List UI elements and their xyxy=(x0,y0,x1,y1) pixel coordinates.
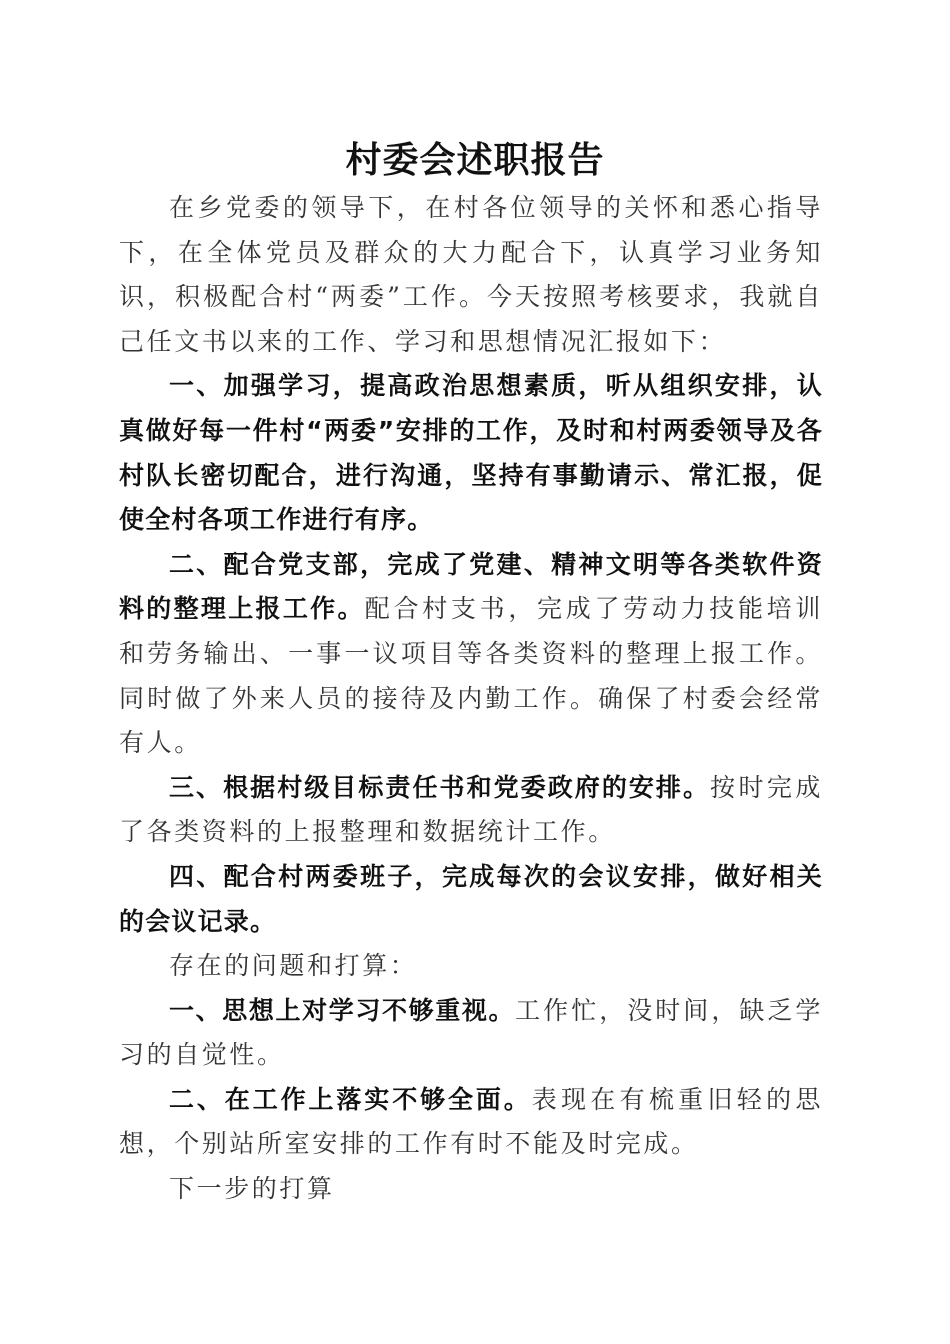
paragraph-text: 在乡党委的领导下，在村各位领导的关怀和悉心指导下，在全体党员及群众的大力配合下，认真学习业务知识，积极配合村“两委”工作。今天按照考核要求，我就自己任文书以来的工作、学习和思想情况汇报如下： xyxy=(119,193,823,356)
paragraph-problem-2 xyxy=(119,1078,823,1167)
paragraph-text: 下一步的打算 xyxy=(169,1174,335,1204)
paragraph-point-3 xyxy=(119,766,823,855)
paragraph-heading: 三、根据村级目标责任书和党委政府的安排。 xyxy=(169,772,711,802)
paragraph-intro xyxy=(119,186,823,364)
paragraph-text: 配合村支书，完成了劳动力技能培训和劳务输出、一事一议项目等各类资料的整理上报工作。同时做了外来人员的接待及内勤工作。确保了村委会经常有人。 xyxy=(119,594,823,758)
paragraph-heading: 二、配合党支部，完成了党建、精神文明等各类软件资料的整理上报工作。 xyxy=(119,549,823,624)
paragraph-text: 存在的问题和打算： xyxy=(169,951,418,981)
paragraph-heading: 二、在工作上落实不够全面。 xyxy=(169,1084,532,1114)
paragraph-next-steps xyxy=(119,1167,823,1212)
paragraph-heading: 一、思想上对学习不够重视。 xyxy=(169,995,516,1025)
paragraph-point-1 xyxy=(119,364,823,542)
paragraph-text: 表现在有梳重旧轻的思想，个别站所室安排的工作有时不能及时完成。 xyxy=(119,1084,823,1159)
paragraph-text: 工作忙，没时间，缺乏学习的自觉性。 xyxy=(119,995,823,1070)
paragraph-problems-heading xyxy=(119,944,823,989)
paragraph-heading: 四、配合村两委班子，完成每次的会议安排，做好相关的会议记录。 xyxy=(119,861,823,936)
paragraph-heading: 一、加强学习，提高政治思想素质，听从组织安排，认真做好每一件村“两委”安排的工作，及时和村两委领导及各村队长密切配合，进行沟通，坚持有事勤请示、常汇报，促使全村各项工作进行有序。 xyxy=(119,371,823,535)
paragraph-point-4 xyxy=(119,855,823,944)
paragraph-text: 按时完成了各类资料的上报整理和数据统计工作。 xyxy=(119,772,823,847)
document-title: 村委会述职报告 xyxy=(345,139,605,181)
document-body xyxy=(119,186,823,1212)
paragraph-point-2 xyxy=(119,543,823,766)
paragraph-problem-1 xyxy=(119,989,823,1078)
